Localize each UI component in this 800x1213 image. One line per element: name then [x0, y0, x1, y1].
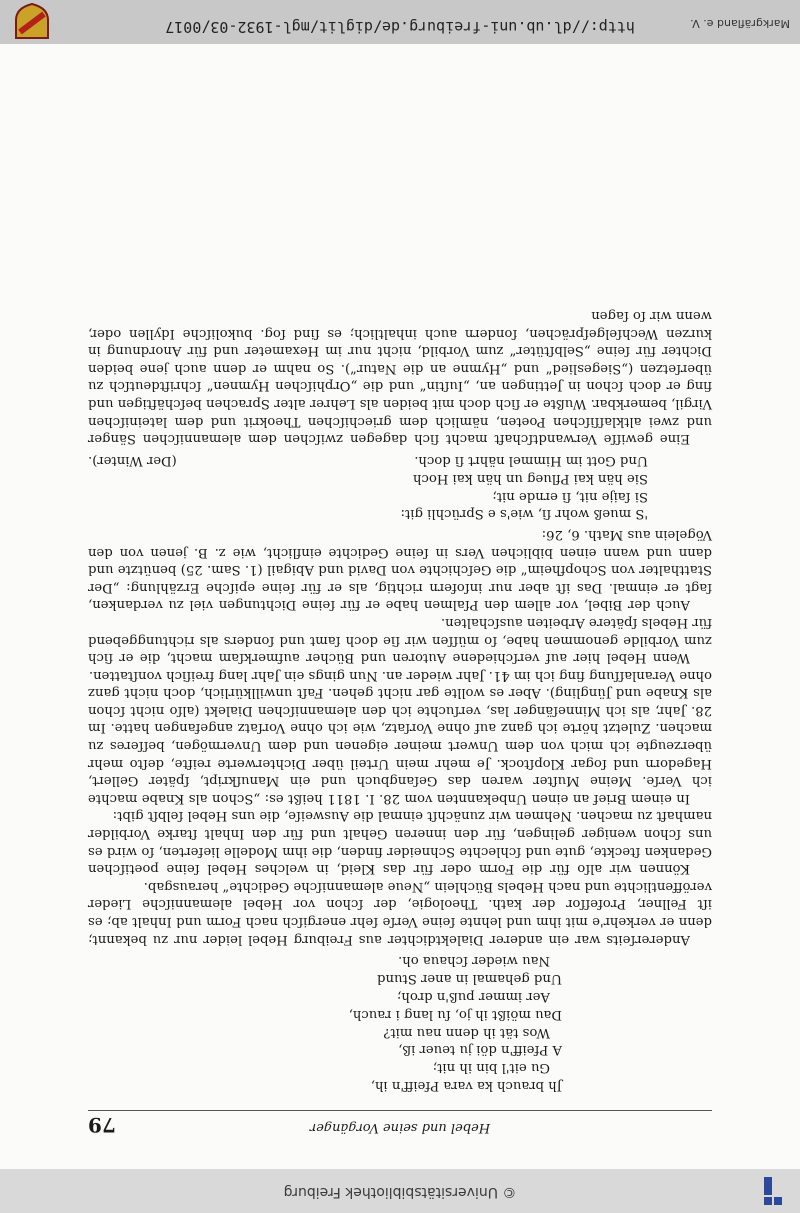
crest-logo-icon: [12, 2, 52, 42]
paragraph: Wenn Hebel hier auf verſchiedene Autoren und Bücher aufmerkſam macht, die er ſich zum Vorbilde genommen habe, ſo müſſen wir ſie doch ſamt und ſonders als richtunggebend für Hebels ſpätere Arbeiten ausſchalten.: [88, 614, 712, 666]
verse-line: Dau möißt ih jo, ſu lang i rauch,: [348, 1006, 562, 1022]
source-url[interactable]: http://dl.ub.uni-freiburg.de/diglit/mgl-1932-03/0017: [165, 18, 635, 36]
bottom-bar: [0, 0, 800, 44]
verse-source: (Der Winter).: [88, 452, 177, 468]
university-logo-icon: [754, 1173, 784, 1209]
paragraph: Andererſeits war ein anderer Dialektdichter aus Freiburg Hebel leider nur zu bekannt; denn er verkehr'e mit ihm und lehnte ſeine Verſe ſehr energiſch nach Form und Inhalt ab; es iſt Fellner, Profeſſor der kath. Theologie, der ſchon vor Hebel alemanniſche Lieder veröffentlichte und nach Hebels Büchlein „Neue alemanniſche Gedichte“ herausgab.: [88, 878, 712, 947]
verse-line: 'S mueß wohr ſi, wie's e Sprüchli git:: [400, 506, 648, 522]
paragraph: Auch der Bibel, vor allem den Pſalmen habe er für ſeine Dichtungen viel zu verdanken, ſagt er einmal. Das iſt aber nur inſofern richtig, als er für ſeine epiſche Erzählung: „Der Statthalter von Schopfheim“ die Geſchichte von David und Abigail (1. Sam. 25) benützte und dann und wann einen biblichen Vers in ſeine Gedichte einflicht, wie z. B. jenen von den Vögelein aus Math. 6, 26:: [88, 526, 712, 613]
verse-line: Wos tät ih denn nau mit?: [383, 1024, 550, 1040]
verse-line: Nau wieder ſchaua oh.: [398, 953, 550, 969]
publisher-text: Markgräfland e. V.: [690, 17, 790, 30]
paragraph: Können wir alſo für die Form oder für das Kleid, in welches Hebel ſeine poetiſchen Gedanken ſteckte, gute und ſchlechte Schneider finden, die ihm Modelle lieferten, ſo wird es uns ſchon weniger gelingen, für den inneren Gehalt und für den Inhalt ſtarke Vorbilder namhaft zu machen. Nehmen wir zunächſt einmal die Ausweiſe, die uns Hebel ſelbſt gibt:: [88, 808, 712, 877]
verse-line: Jh brauch ka vara Pfeiff'n ih,: [370, 1078, 562, 1093]
verse-line: Si ſaije nit, ſi ernde nit;: [492, 488, 648, 504]
verse-line: Und Gott im Himmel nährt ſi doch.: [414, 452, 648, 468]
verse-line: Gu eit'l bin ih nit;: [432, 1060, 550, 1076]
verse-line: A Pfeiff'n döi ju teuer iß,: [398, 1042, 562, 1058]
verse-last-line: [88, 451, 648, 469]
page-header: [88, 1110, 712, 1137]
paragraph: In einem Brief an einen Unbekannten vom 28. I. 1811 heißt es: „Schon als Knabe machte ich Verſe. Meine Muſter waren das Geſangbuch und ein Manuſkript, ſpäter Gellert, Hagedorn und ſogar Klopſtock. Je mehr mein Urteil über Dichterwerte reifte, deſto mehr überzeugte ich mich von dem Unwert meiner eigenen und dem Unvermögen, beſſeres zu machen. Zuletzt hörte ich ganz auf ohne Vorſatz, wie ich ohne Vorſatz angefangen hatte. Im 28. Jahr, als ich Minneſänger las, verſuchte ich den alemanniſchen Dialekt (alſo nicht ſchon als Knabe und Jüngling). Aber es wollte gar nicht gehen. Faſt unwillkürlich, doch nicht ganz ohne Veranlaſſung fing ich im 41. Jahr wieder an. Nun gings ein Jahr lang freiſich vonſtatten.: [88, 667, 712, 806]
verse-line: Sie hän kai Pflueg un hän kai Hoch: [413, 470, 648, 486]
verse-line: Aer immer puß'n droh;: [396, 989, 550, 1005]
verse-block: [88, 451, 648, 522]
page-number: 79: [88, 1113, 116, 1137]
top-bar: [0, 1169, 800, 1213]
verse-block: [88, 952, 562, 1094]
running-title: Hebel und seine Vorgänger: [309, 1120, 491, 1135]
credit-text: © Universitätsbibliothek Freiburg: [283, 1184, 517, 1200]
page-body: [88, 306, 712, 1097]
verse-line: Und gehamal in aner Stund: [377, 971, 562, 987]
paragraph: Eine gewiſſe Verwandtſchaft macht ſich dagegen zwiſchen dem alemanniſchen Sänger und zwei altklaſſiſchen Poeten, nämlich dem griechiſchen Theokrit und dem lateiniſchen Virgil, bemerkbar. Wußte er ſich doch mit beiden als Lehrer alter Sprachen beſchäftigen und fing er doch ſchon in Jettingen an, „Iuſtin“ und die „Orphiſchen Hymnen“ ſchriftdeutſch zu überſetzen („Siegeslied“ und „Hymne an die Natur“). So nahm er denn auch jene beiden Dichter für ſeine „Selbſtüter“ zum Vorbild, nicht nur im Hexameter und für Anordnung in kurzen Wechſelgeſprächen, ſondern auch inhaltlich; es ſind ſog. bukoliſche Idyllen oder, wenn wir ſo ſagen: [88, 308, 712, 447]
